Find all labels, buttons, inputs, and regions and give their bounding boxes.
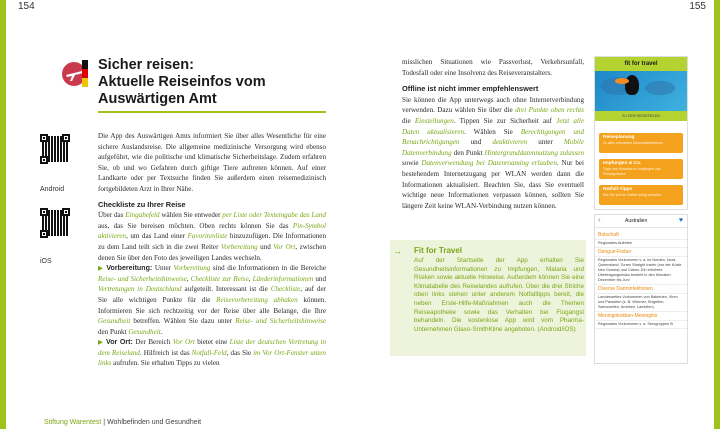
menu-impfungen[interactable]: Impfungen & Co. Tipps und Hinweise zu Impfungen und Reiseapotheke (599, 159, 683, 179)
offline-heading: Offline ist nicht immer empfehlenswert (402, 84, 539, 94)
list-item: Regionales Vorkommen v. a. Serogruppen B (595, 321, 687, 329)
back-icon[interactable]: ‹ (598, 215, 601, 224)
ios-label: iOS (40, 258, 52, 265)
fit-for-travel-app-screenshot (594, 56, 688, 210)
menu-reiseplanung[interactable]: Reiseplanung Zu allen relevanten Gesundheitsthemen (599, 133, 683, 153)
toucan-icon (625, 75, 639, 95)
arrow-right-icon: → (393, 246, 402, 256)
footer (44, 419, 201, 426)
map-banner (595, 71, 687, 111)
list-section[interactable]: Diverse Darminfektionen (595, 285, 687, 294)
middle-column (402, 57, 584, 211)
checklist-heading: Checkliste zu Ihrer Reise (98, 199, 186, 209)
app-header: fit for travel (595, 57, 687, 71)
country-header (595, 215, 687, 228)
footer-separator: | (103, 419, 106, 426)
country-list (595, 231, 687, 329)
right-margin-bar (714, 0, 720, 429)
offline-paragraph: Sie können die App unterwegs auch ohne Internetverbindung verwenden. Dazu wählen Sie über die drei Punkte oben rechts die Einstellungen. Tippen Sie zur Sicherheit auf Jetzt alle Daten aktualisieren. Wählen Sie Berechtigungen und Benachrichtigungen und deaktivieren unter Mobile Datenverbindung den Punkt Hintergrunddatennutzung zulassen sowie Datenverwendung bei Datenroaming erlauben. Nur bei bestehendem Internetzugang per WLAN werden dann die Informationen aktualisiert. Beachten Sie, dass Sie eventuell wichtige neue Informationen verpassen können, sollten Sie längere Zeit keine WLAN-Verbindung nutzen können. (402, 95, 585, 210)
left-page-number: 154 (18, 1, 35, 12)
bullet-triangle-icon: ▶ (98, 338, 104, 347)
col2-intro: misslichen Situationen wie Passverlust, Verkehrsunfall, Todesfall oder eine Insolvenz des Reiseveranstalters. (402, 58, 584, 77)
intro-paragraph: Die App des Auswärtigen Amts informiert Sie über alles Wesentliche für eine sichere Auslandsreise. Die allgemeine medizinische Versorgung wird ebenso aufgeführt, wie die politische und klimatische Sicherheitslage. Zudem erfahren Sie, ob und wo Gefahren durch giftige Tiere auftreten können. Auf einer Landkarte oder per Textsuche finden Sie außerdem einen reisemedizinisch fortgebildeten Arzt in Ihrer Nähe. (98, 132, 326, 193)
title-rule (98, 111, 326, 113)
list-section[interactable]: Meningokokken-Meningitis (595, 312, 687, 321)
vorbereitung-paragraph: ▶ Vorbereitung: Unter Vorbereitung sind die Informationen in die Bereiche Reise- und Sicherheitshinweise, Checkliste zur Reise, Länderinformationen und Vertretungen in Deutschland aufgeteilt. Interessant ist die Checkliste, auf der Sie alle wichtigen Punkte für die Reisevorbereitung abhaken können. Informieren Sie sich rechtzeitig vor der Reise über alle Belange, die Ihre Gesundheit betreffen. Wählen Sie dazu unter Reise- und Sicherheitshinweise den Punkt Gesundheit. (98, 264, 327, 336)
left-margin-bar (0, 0, 6, 429)
country-info-screenshot (594, 214, 688, 364)
bullet-triangle-icon: ▶ (98, 264, 104, 273)
list-item: Regionales Vorkommen v. a. im Norden, Nord-Queensland, Torres Straight Inseln (nur der Küste Neu Guinea) und Cairns. Ein erhöhtes Übertragungsrisiko besteht in den Monaten Dezember bis Juni (595, 257, 687, 285)
heart-icon[interactable]: ♥ (678, 216, 683, 224)
fit-for-travel-box (390, 240, 586, 356)
list-section[interactable]: Dengue-Fieber (595, 248, 687, 257)
android-qr-code[interactable] (40, 134, 70, 164)
list-item: Landesweites Vorkommen von Bakterien, Viren und Parasiten (z. B. Würmer, Shigellen, Salmonellen, Amöben, Lamblien) (595, 294, 687, 312)
footer-brand: Stiftung Warentest (44, 419, 102, 426)
country-title: Australien (625, 218, 648, 224)
vor-ort-paragraph: ▶ Vor Ort: Der Bereich Vor Ort bietet eine Liste der deutschen Vertretung in dem Reiseland. Hilfreich ist das Notfall-Feld, das Sie im Vor Ort-Fenster unten links aufrufen. Sie erhalten Tipps zu vielen (98, 338, 326, 368)
list-item: Regionales Aufreten (595, 240, 687, 248)
ios-qr-code[interactable] (40, 208, 70, 238)
destinations-button[interactable]: ZU DEN REISEZIELEN (595, 111, 687, 121)
android-label: Android (40, 186, 65, 193)
left-column (98, 131, 326, 369)
list-section[interactable]: Botschaft (595, 231, 687, 240)
fit-for-travel-text: Auf der Startseite der App erhalten Sie Gesundheitsinformationen zu Impfungen, Malaria und Risiken sowie aktuelle Hinweise. Außerdem können Sie eine Klimatabelle des Reiselandes aufrufen. Über die drei Striche oben links stehen unter anderem Notfalltipps bereit, die neben Erste-Hilfe-Maßnahmen auch die Themen Reiseapotheke sowie das Verhalten bei Flugangst behandeln. Die kostenlose App wird vom Pharma-Unternehmen Glaxo-SmithKline angeboten. (Android/iOS) (414, 257, 584, 333)
article-title: Sicher reisen: Aktuelle Reiseinfos vom Auswärtigen Amt (98, 57, 266, 107)
menu-notfall-tipps[interactable]: Notfall-Tipps Wie Sie sich im Notfall richtig verhalten (599, 185, 683, 205)
fit-for-travel-title: Fit for Travel (414, 246, 463, 255)
checklist-paragraph: Über das Eingabefeld wählen Sie entweder per Liste oder Texteingabe das Land aus, das Sie bereisen möchten. Oben rechts können Sie das Pin-Symbol aktivieren, um das Land einer Favoritenliste hinzuzufügen. Die Informationen zu dem Land teilt sich in die zwei Reiter Vorbereitung und Vor Ort, zwischen denen Sie über den Foto des jeweiligen Landes wechseln. (98, 211, 327, 262)
right-page-number: 155 (689, 1, 706, 12)
flag-icon (82, 60, 88, 87)
footer-section: Wohlbefinden und Gesundheit (107, 419, 202, 426)
